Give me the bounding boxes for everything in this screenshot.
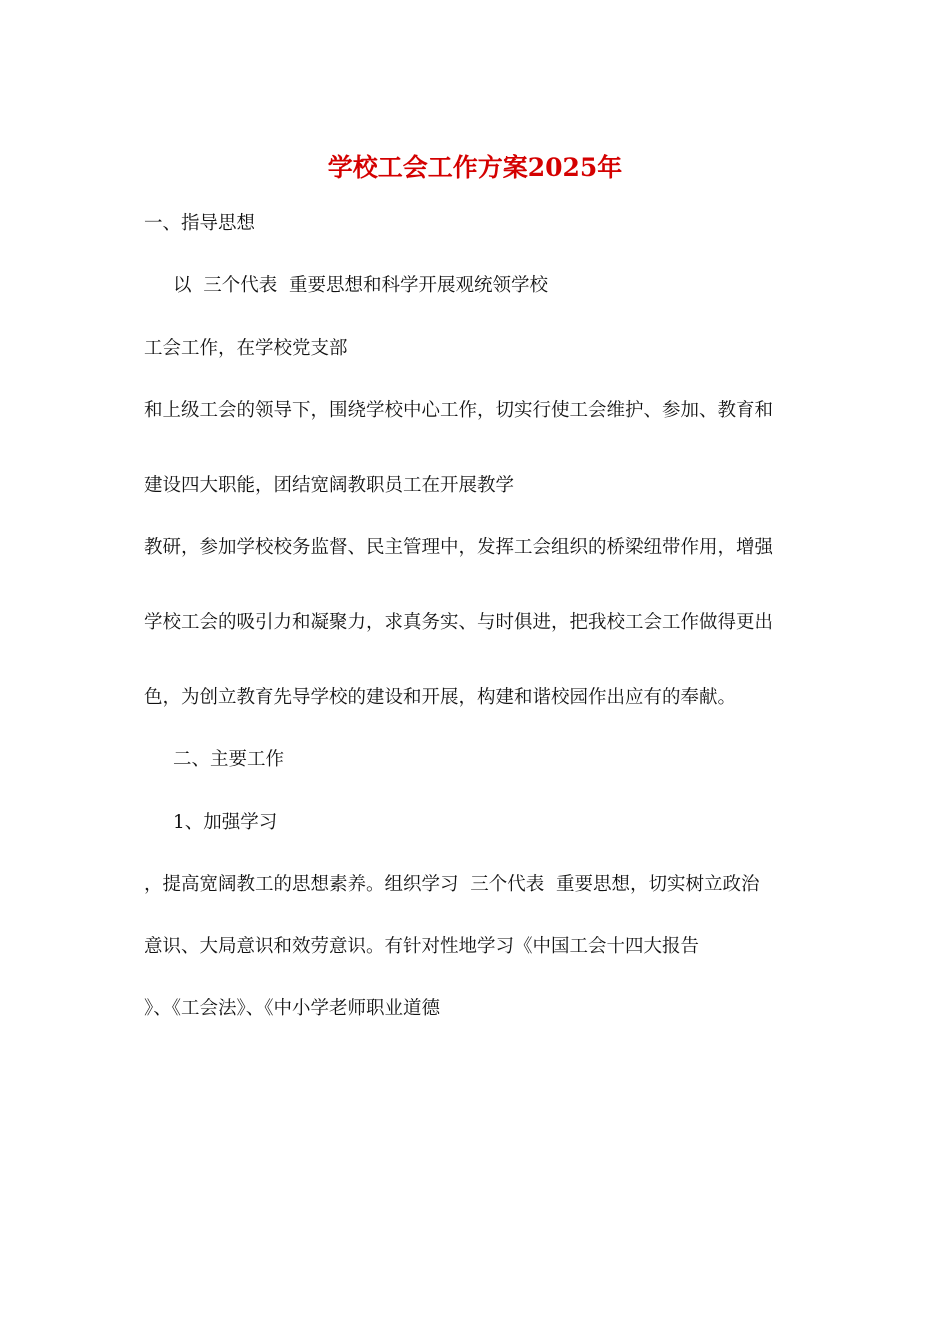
paragraph-line: 学校工会的吸引力和凝聚力，求真务实、与时俱进，把我校工会工作做得更出: [144, 612, 774, 633]
paragraph-line: 以 三个代表 重要思想和科学开展观统领学校: [173, 275, 549, 296]
list-item-heading: [173, 810, 277, 836]
paragraph-line: 色，为创立教育先导学校的建设和开展，构建和谐校园作出应有的奉献。: [144, 687, 737, 708]
document-title: 学校工会工作方案2025年: [327, 153, 623, 182]
list-item-number: 1: [173, 812, 185, 833]
paragraph-line: 工会工作，在学校党支部: [144, 338, 348, 359]
heading-guiding-ideology: 一、指导思想: [144, 213, 256, 234]
paragraph-line: 》、《工会法》、《中小学老师职业道德: [144, 998, 441, 1019]
paragraph-line: 教研，参加学校校务监督、民主管理中，发挥工会组织的桥梁纽带作用，增强: [144, 537, 774, 558]
heading-main-work: 二、主要工作: [173, 749, 285, 770]
paragraph-line: 建设四大职能，团结宽阔教职员工在开展教学: [144, 475, 515, 496]
list-item-label: 、加强学习: [184, 812, 278, 833]
paragraph-line: 意识、大局意识和效劳意识。有针对性地学习《中国工会十四大报告: [144, 936, 700, 957]
paragraph-line: ，提高宽阔教工的思想素养。组织学习 三个代表 重要思想，切实树立政治: [144, 874, 760, 895]
paragraph-line: 和上级工会的领导下，围绕学校中心工作，切实行使工会维护、参加、教育和: [144, 400, 774, 421]
